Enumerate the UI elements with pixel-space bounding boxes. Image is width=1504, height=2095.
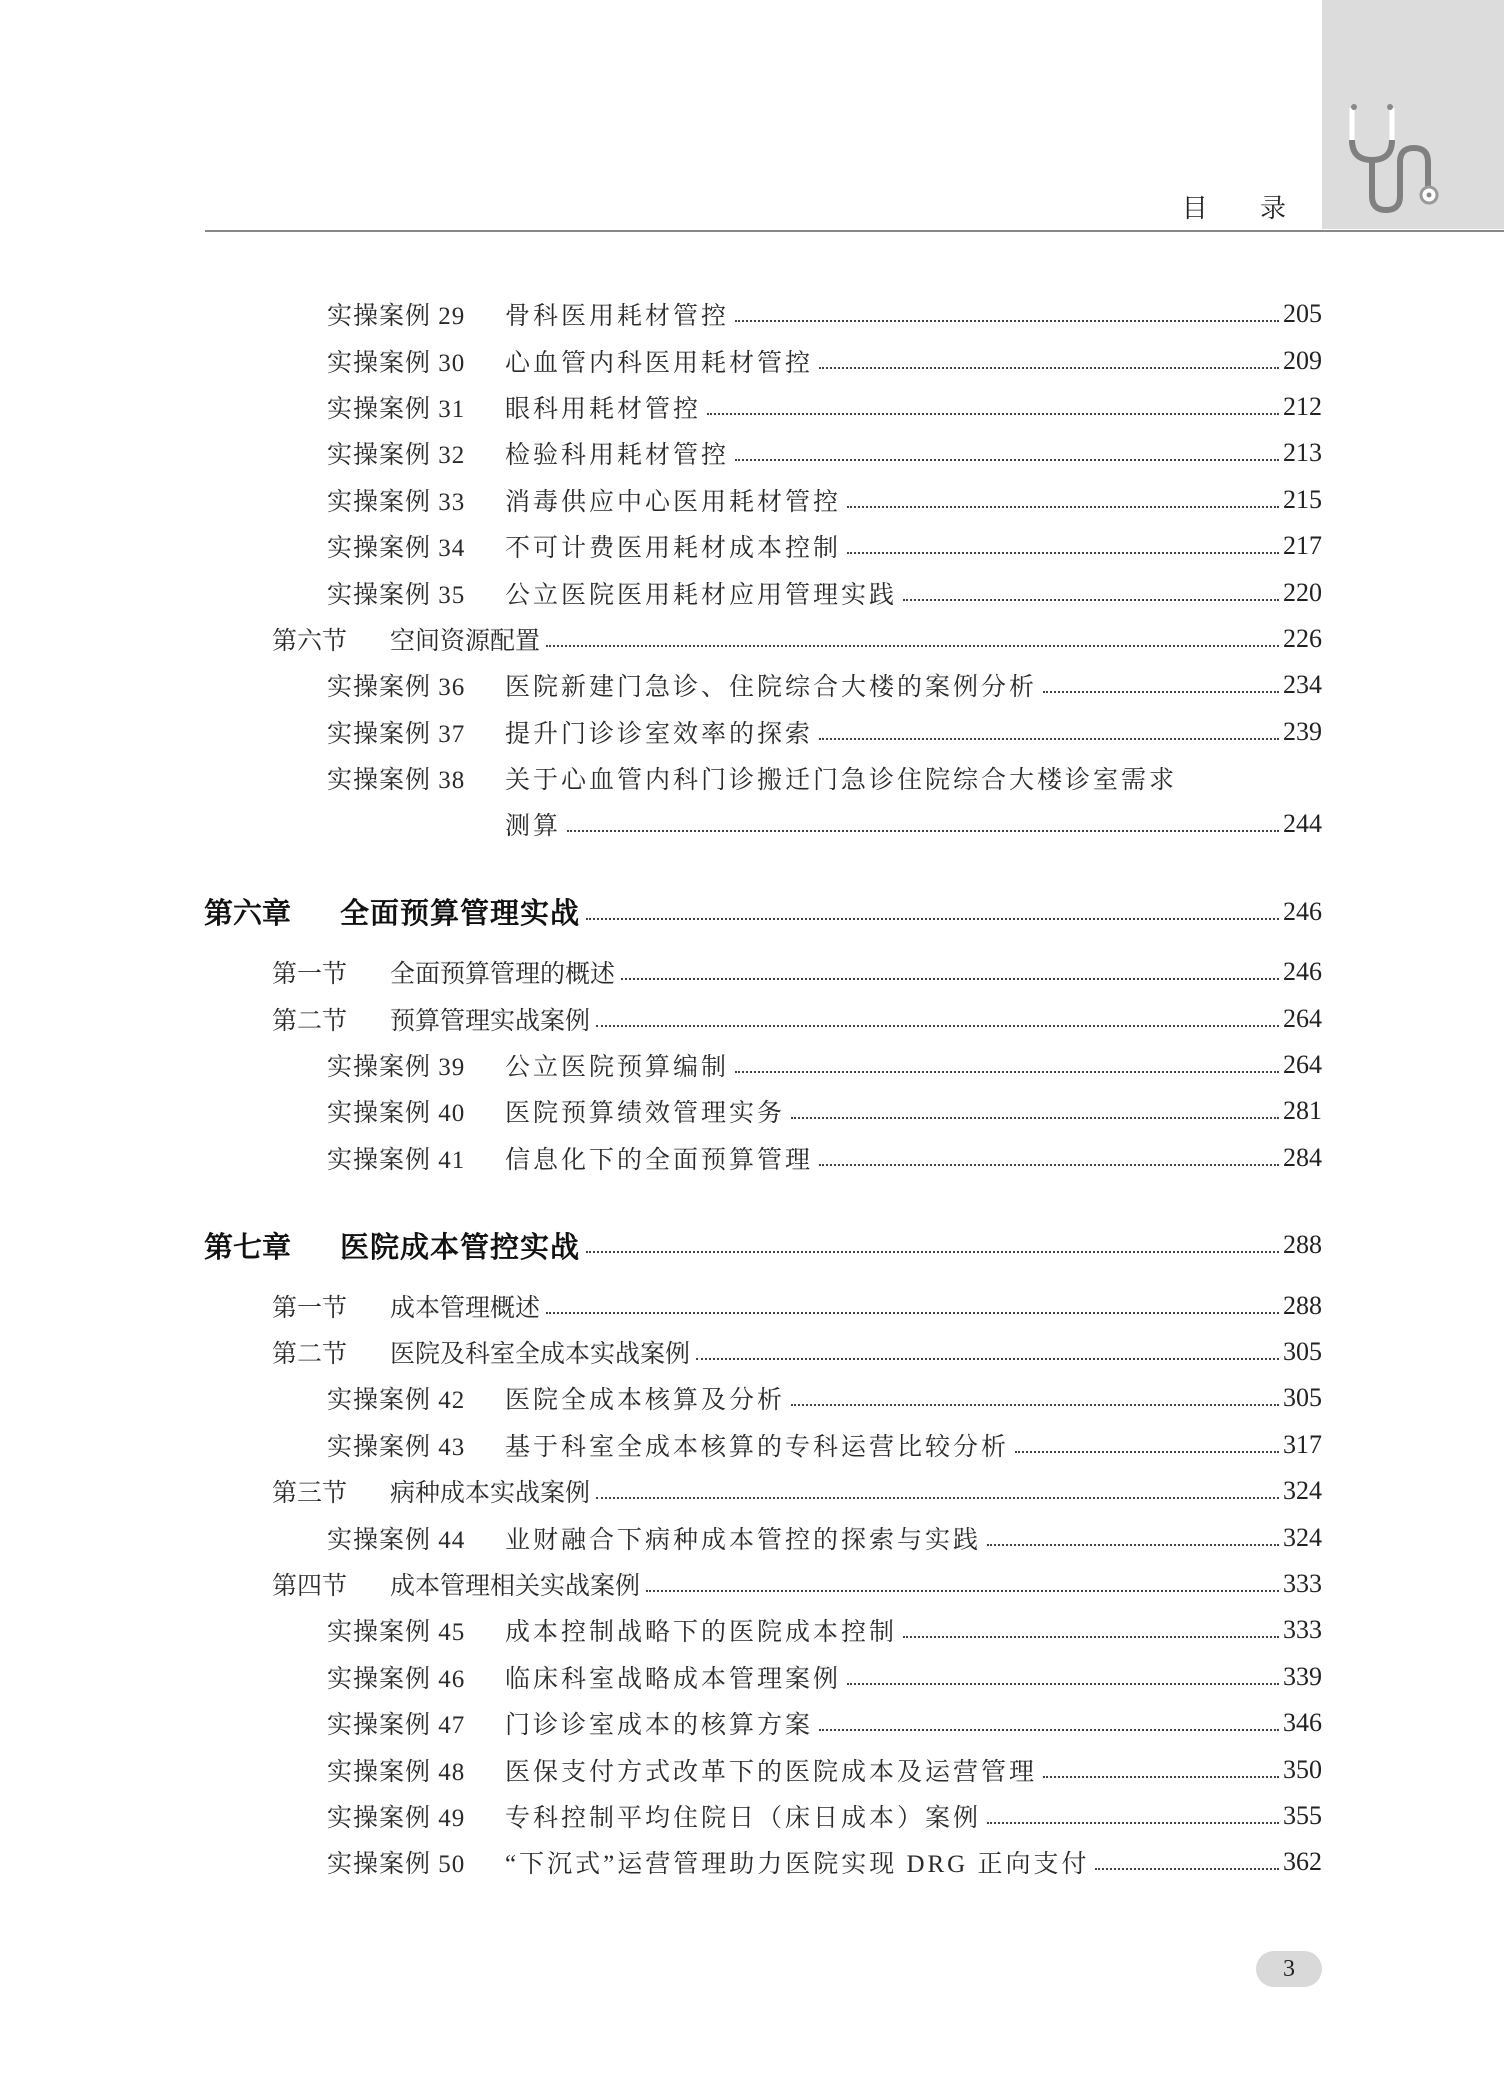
toc-entry-section[interactable]: [0, 1561, 1322, 1607]
toc-entry-label: 第七章: [204, 1229, 292, 1264]
toc-entry-title: 成本管理概述: [390, 1292, 541, 1322]
toc-leader: [1009, 1430, 1322, 1460]
toc-entry-title: 医院成本管控实战: [340, 1229, 581, 1264]
dot-leader: [1015, 1451, 1279, 1453]
toc-entry-title: 不可计费医用耗材成本控制: [505, 535, 842, 563]
toc-entry-title: 病种成本实战案例: [390, 1478, 591, 1508]
toc-page-number: 217: [1283, 531, 1322, 561]
toc-page-number: 324: [1283, 1522, 1322, 1552]
toc-entry-case[interactable]: [0, 709, 1322, 755]
toc-page-number: 264: [1283, 1003, 1322, 1033]
toc-leader: [590, 1004, 1322, 1034]
toc-entry-label: 实操案例 34: [327, 535, 466, 563]
toc-entry-label: 实操案例 45: [327, 1619, 466, 1647]
toc-leader: [813, 346, 1322, 376]
toc-entry-title: 临床科室战略成本管理案例: [505, 1665, 842, 1693]
toc-entry-title: 消毒供应中心医用耗材管控: [505, 488, 842, 516]
toc-entry-title: 信息化下的全面预算管理: [505, 1146, 814, 1174]
toc-leader: [813, 1708, 1322, 1738]
running-header-title: 目 录: [1181, 194, 1308, 224]
toc-entry-case[interactable]: [0, 1042, 1322, 1088]
toc-entry-title: 医保支付方式改革下的医院成本及运营管理: [505, 1758, 1038, 1786]
toc-entry-section[interactable]: [0, 1329, 1322, 1375]
toc-page-number: 346: [1283, 1708, 1322, 1738]
dot-leader: [696, 1358, 1279, 1360]
stethoscope-icon: [1322, 0, 1504, 229]
toc-leader: [615, 957, 1322, 987]
toc-leader: [897, 1615, 1322, 1645]
toc-entry-label: 实操案例 35: [327, 581, 466, 609]
toc-page-number: 213: [1283, 438, 1322, 468]
dot-leader: [1043, 1776, 1279, 1778]
toc-leader: [729, 1050, 1322, 1080]
toc-entry-title: 门诊诊室成本的核算方案: [505, 1712, 814, 1740]
toc-entry-label: 实操案例 50: [327, 1851, 466, 1879]
toc-entry-case[interactable]: [0, 1793, 1322, 1839]
toc-entry-title: 全面预算管理实战: [340, 896, 581, 931]
toc-entry-title: 医院新建门急诊、住院综合大楼的案例分析: [505, 674, 1038, 702]
toc-entry-title: 骨科医用耗材管控: [505, 303, 730, 331]
toc-entry-label: 第六节: [272, 625, 348, 655]
toc-page-number: 239: [1283, 716, 1322, 746]
toc-entry-label: 实操案例 37: [327, 720, 466, 748]
toc-entry-label: 第二节: [272, 1339, 348, 1368]
toc-entry-label: 第六章: [204, 896, 292, 931]
toc-leader: [981, 1801, 1322, 1831]
toc-leader: [1089, 1847, 1322, 1877]
toc-entry-case[interactable]: [0, 755, 1322, 801]
toc-entry-label: 实操案例 38: [327, 767, 466, 795]
toc-page-number: 246: [1283, 896, 1322, 926]
toc-leader: [701, 392, 1322, 422]
toc-entry-title: 关于心血管内科门诊搬迁门急诊住院综合大楼诊室需求: [505, 767, 1178, 795]
toc-entry-section[interactable]: [0, 1282, 1322, 1328]
toc-entry-case[interactable]: [0, 1088, 1322, 1134]
toc-entry-case[interactable]: [0, 1839, 1322, 1885]
toc-entry-label: 第三节: [272, 1478, 348, 1508]
toc-entry-label: 实操案例 36: [327, 674, 466, 702]
toc-entry-section[interactable]: [0, 1468, 1322, 1514]
dot-leader: [987, 1822, 1279, 1824]
toc-page-number: 246: [1283, 957, 1322, 987]
dot-leader: [567, 830, 1279, 832]
dot-leader: [586, 1251, 1279, 1253]
toc-leader: [590, 1476, 1322, 1506]
toc-entry-chapter[interactable]: [0, 889, 1322, 935]
toc-entry-case[interactable]: [0, 1422, 1322, 1468]
toc-entry-label: 第一节: [272, 1292, 348, 1322]
toc-page-number: 288: [1283, 1290, 1322, 1320]
dot-leader: [546, 645, 1279, 647]
toc-page-number: 212: [1283, 391, 1322, 421]
header-divider: [205, 230, 1504, 232]
dot-leader: [791, 1117, 1279, 1119]
dot-leader: [735, 459, 1279, 461]
toc-leader: [729, 438, 1322, 468]
toc-entry-case[interactable]: [0, 662, 1322, 708]
toc-entry-case[interactable]: [0, 1375, 1322, 1421]
toc-entry-title: 医院及科室全成本实战案例: [390, 1339, 691, 1368]
dot-leader: [819, 1729, 1279, 1731]
toc-entry-title: 医院全成本核算及分析: [505, 1387, 786, 1415]
toc-page-number: 333: [1283, 1568, 1322, 1598]
toc-page-number: 333: [1283, 1615, 1322, 1645]
toc-entry-case[interactable]: [0, 569, 1322, 615]
dot-leader: [735, 320, 1279, 322]
toc-page-number: 305: [1283, 1337, 1322, 1366]
dot-leader: [903, 599, 1279, 601]
dot-leader: [847, 552, 1279, 554]
dot-leader: [847, 506, 1279, 508]
toc-entry-label: 实操案例 41: [327, 1146, 466, 1174]
header-tab: [1322, 0, 1504, 229]
toc-leader: [897, 578, 1322, 608]
toc-leader: [841, 531, 1322, 561]
dot-leader: [586, 918, 1279, 920]
dot-leader: [847, 1683, 1279, 1685]
dot-leader: [819, 367, 1279, 369]
toc-entry-title: 全面预算管理的概述: [390, 959, 616, 989]
toc-entry-section[interactable]: [0, 995, 1322, 1041]
toc-leader: [1037, 670, 1322, 700]
toc-page-number: 288: [1283, 1230, 1322, 1260]
toc-leader: [813, 1143, 1322, 1173]
toc-entry-label: 实操案例 42: [327, 1387, 466, 1415]
toc-entry-title: 眼科用耗材管控: [505, 395, 702, 423]
toc-entry-label: 实操案例 39: [327, 1054, 466, 1082]
toc-page-number: 226: [1283, 623, 1322, 653]
toc-entry-case[interactable]: [0, 1135, 1322, 1181]
toc-page-number: 264: [1283, 1050, 1322, 1080]
toc-entry-case[interactable]: [0, 1654, 1322, 1700]
toc-entry-case[interactable]: [0, 1514, 1322, 1560]
toc-entry-title: 检验科用耗材管控: [505, 442, 730, 470]
toc-entry-case[interactable]: [0, 384, 1322, 430]
toc-page-number: 324: [1283, 1476, 1322, 1506]
toc-page-number: 244: [1283, 809, 1322, 839]
toc-leader: [540, 624, 1322, 654]
toc-entry-title: 测算: [505, 813, 562, 841]
toc-leader: [580, 897, 1322, 927]
toc-entry-label: 实操案例 49: [327, 1804, 466, 1832]
dot-leader: [987, 1544, 1279, 1546]
dot-leader: [646, 1590, 1279, 1592]
dot-leader: [791, 1404, 1279, 1406]
toc-entry-label: 实操案例 48: [327, 1758, 466, 1786]
toc-leader: [981, 1523, 1322, 1553]
toc-page-number: 339: [1283, 1661, 1322, 1691]
toc-leader: [580, 1230, 1322, 1260]
toc-entry-title: 空间资源配置: [390, 625, 541, 655]
toc-entry-case[interactable]: [0, 1700, 1322, 1746]
toc-page-number: 305: [1283, 1383, 1322, 1413]
toc-page-number: 350: [1283, 1754, 1322, 1784]
toc-entry-title: 提升门诊诊室效率的探索: [505, 720, 814, 748]
toc-entry-title: 成本控制战略下的医院成本控制: [505, 1619, 898, 1647]
page-number: 3: [1256, 1951, 1322, 1987]
toc-entry-title: 业财融合下病种成本管控的探索与实践: [505, 1526, 982, 1554]
toc-leader: [785, 1096, 1322, 1126]
toc-entry-label: 实操案例 43: [327, 1433, 466, 1461]
toc-entry-title: 公立医院医用耗材应用管理实践: [505, 581, 898, 609]
toc-entry-title: “下沉式”运营管理助力医院实现 DRG 正向支付: [505, 1851, 1090, 1879]
toc-entry-title: 基于科室全成本核算的专科运营比较分析: [505, 1433, 1010, 1461]
toc-page-number: 220: [1283, 577, 1322, 607]
toc-entry-label: 第二节: [272, 1005, 348, 1035]
toc-entry-title: 专科控制平均住院日（床日成本）案例: [505, 1804, 982, 1832]
toc-leader: [841, 1662, 1322, 1692]
table-of-contents: [0, 291, 1322, 1886]
dot-leader: [596, 1497, 1279, 1499]
toc-page-number: 234: [1283, 670, 1322, 700]
toc-leader: [813, 717, 1322, 747]
toc-page-number: 215: [1283, 484, 1322, 514]
toc-entry-case[interactable]: [0, 1746, 1322, 1792]
toc-entry-section[interactable]: [0, 949, 1322, 995]
toc-entry-label: 实操案例 30: [327, 349, 466, 377]
toc-leader: [640, 1569, 1322, 1599]
toc-leader: [1037, 1755, 1322, 1785]
toc-page-number: 209: [1283, 345, 1322, 375]
toc-entry-label: 实操案例 44: [327, 1526, 466, 1554]
toc-entry-label: 第一节: [272, 959, 348, 989]
toc-entry-label: 实操案例 46: [327, 1665, 466, 1693]
toc-entry-label: 实操案例 31: [327, 395, 466, 423]
toc-entry-case[interactable]: [0, 291, 1322, 337]
toc-leader: [785, 1383, 1322, 1413]
toc-page-number: 317: [1283, 1429, 1322, 1459]
toc-leader: [561, 809, 1322, 839]
dot-leader: [1095, 1868, 1279, 1870]
dot-leader: [596, 1025, 1279, 1027]
toc-leader: [729, 299, 1322, 329]
toc-page-number: 281: [1283, 1096, 1322, 1126]
toc-entry-case[interactable]: [0, 1607, 1322, 1653]
toc-entry-label: 第四节: [272, 1570, 348, 1600]
dot-leader: [707, 413, 1279, 415]
toc-entry-case[interactable]: [0, 337, 1322, 383]
dot-leader: [546, 1312, 1279, 1314]
toc-entry-label: 实操案例 33: [327, 488, 466, 516]
toc-entry-title: 成本管理相关实战案例: [390, 1570, 641, 1600]
dot-leader: [819, 1164, 1279, 1166]
toc-entry-cont[interactable]: [0, 801, 1322, 847]
toc-entry-title: 公立医院预算编制: [505, 1054, 730, 1082]
toc-entry-case[interactable]: [0, 477, 1322, 523]
toc-entry-section[interactable]: [0, 616, 1322, 662]
toc-page-number: 284: [1283, 1142, 1322, 1172]
dot-leader: [621, 978, 1279, 980]
toc-entry-label: 实操案例 32: [327, 442, 466, 470]
toc-entry-title: 医院预算绩效管理实务: [505, 1100, 786, 1128]
toc-entry-case[interactable]: [0, 430, 1322, 476]
toc-entry-chapter[interactable]: [0, 1222, 1322, 1268]
toc-page-number: 362: [1283, 1847, 1322, 1877]
toc-entry-label: 实操案例 29: [327, 303, 466, 331]
toc-entry-label: 实操案例 40: [327, 1100, 466, 1128]
dot-leader: [819, 738, 1279, 740]
toc-entry-title: 心血管内科医用耗材管控: [505, 349, 814, 377]
toc-leader: [540, 1291, 1322, 1321]
toc-page-number: 355: [1283, 1800, 1322, 1830]
toc-leader: [841, 485, 1322, 515]
toc-entry-title: 预算管理实战案例: [390, 1005, 591, 1035]
toc-page-number: 205: [1283, 299, 1322, 329]
toc-entry-case[interactable]: [0, 523, 1322, 569]
dot-leader: [735, 1071, 1279, 1073]
toc-leader: [690, 1337, 1322, 1367]
dot-leader: [1043, 691, 1279, 693]
toc-entry-label: 实操案例 47: [327, 1712, 466, 1740]
dot-leader: [903, 1636, 1279, 1638]
